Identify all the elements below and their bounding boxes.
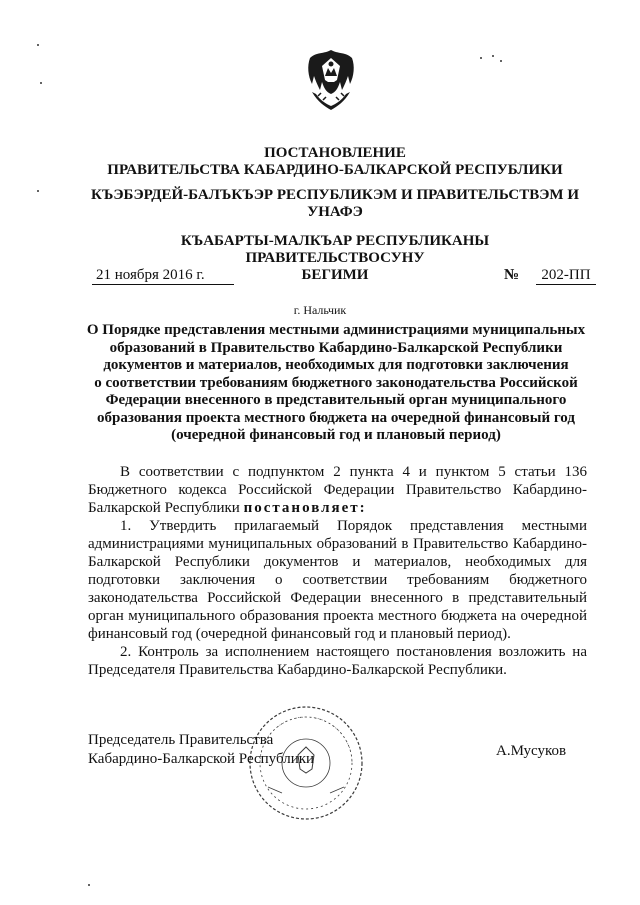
header-title [90, 145, 580, 179]
scan-speck [480, 57, 482, 59]
decree-date: 21 ноября 2016 г. [92, 267, 234, 285]
signatory-position [88, 731, 314, 769]
date-number-row [88, 267, 591, 287]
title-line: о соответствии требованиям бюджетного законодательства Российской [94, 374, 578, 391]
city-name: г. Нальчик [293, 303, 347, 317]
scan-speck [492, 55, 494, 57]
position-line: Председатель Правительства [88, 732, 274, 748]
scan-speck [40, 82, 42, 84]
coat-of-arms-icon [304, 46, 358, 114]
title-line: Федерации внесенного в представительный орган муниципального [105, 392, 567, 408]
scan-speck [500, 60, 502, 62]
title-line: документов и материалов, необходимых для подготовки заключения [103, 357, 569, 373]
scan-speck [88, 884, 90, 886]
scan-speck [37, 44, 39, 46]
title-line: образования проекта местного бюджета на очередной финансовый год [97, 409, 575, 426]
clause-1-text: 1. Утвердить прилагаемый Порядок представления местными администрациями муниципальных образований в Правительство Кабардино-Балкарской Республики документов и материалов, необходимых для подготовки заключения о соответствии требованиям бюджетного законодательства Российской Федерации внесенного в представительный орган муниципального образования проекта местного бюджета на очередной финансовый год (очередной финансовый год и плановый период). [88, 518, 587, 642]
decree-verb: постановляет: [243, 500, 367, 516]
header-kabardian [90, 187, 580, 221]
number-label: № [504, 267, 520, 283]
scan-speck [37, 190, 39, 192]
position-line: Кабардино-Балкарской Республики [88, 751, 315, 767]
decree-number: 202-ПП [536, 267, 596, 285]
header-line: КЪЭБЭРДЕЙ-БАЛЪКЪЭР РЕСПУБЛИКЭМ И ПРАВИТЕЛЬСТВЭМ И [91, 187, 579, 203]
clause-2-paragraph [88, 643, 587, 679]
clause-1-paragraph [88, 517, 587, 643]
title-line: О Порядке представления местными администрациями муниципальных [86, 322, 586, 338]
title-line: (очередной финансовый год и плановый период) [171, 427, 501, 443]
header-line: БЕГИМИ [301, 267, 369, 283]
decree-title [82, 322, 590, 445]
preamble-text: В соответствии с подпунктом 2 пункта 4 и пунктом 5 статьи 136 Бюджетного кодекса Российской Федерации Правительство Кабардино-Балкарской Республики [88, 464, 587, 516]
title-line: образований в Правительство Кабардино-Балкарской Республики [109, 339, 563, 356]
signatory-name: А.Мусуков [496, 743, 567, 759]
header-line: ПОСТАНОВЛЕНИЕ [264, 145, 406, 161]
clause-2-text: 2. Контроль за исполнением настоящего постановления возложить на Председателя Правительства Кабардино-Балкарской Республики. [88, 644, 587, 678]
header-line: КЪАБАРТЫ-МАЛКЪАР РЕСПУБЛИКАНЫ ПРАВИТЕЛЬСТВОСУНУ [180, 233, 490, 266]
header-line: УНАФЭ [307, 204, 363, 220]
header-line: ПРАВИТЕЛЬСТВА КАБАРДИНО-БАЛКАРСКОЙ РЕСПУБЛИКИ [107, 162, 563, 178]
preamble-paragraph [88, 463, 587, 517]
